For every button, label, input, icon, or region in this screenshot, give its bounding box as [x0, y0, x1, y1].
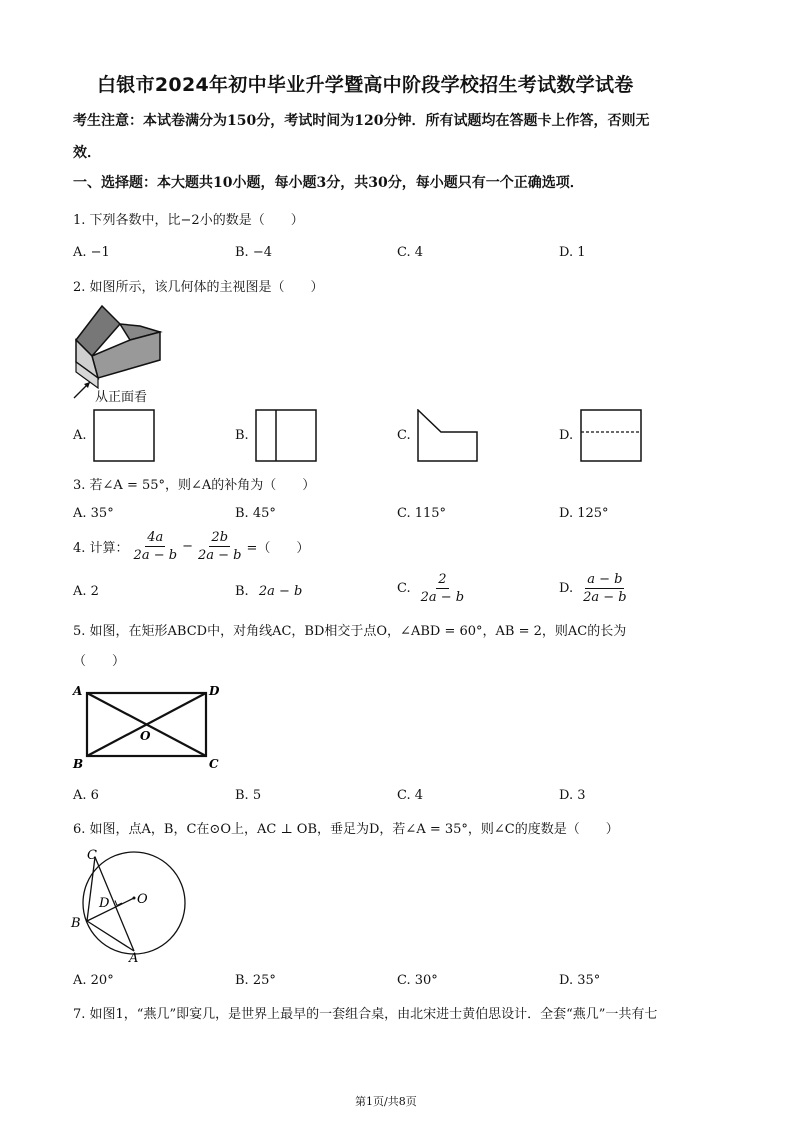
- circle-figure: [68, 845, 192, 967]
- rect-label-a: A: [73, 684, 83, 698]
- q4-option-a: A. 2: [73, 584, 99, 599]
- circle-label-c: C: [87, 848, 97, 863]
- q4-fraction-2: [196, 530, 244, 563]
- q6-option-c: C. 30°: [397, 973, 438, 988]
- q3-option-b: B. 45°: [235, 506, 276, 521]
- q2-option-d: D.: [559, 428, 574, 443]
- q5-option-b: B. 5: [235, 788, 262, 803]
- q3-option-d: D. 125°: [559, 506, 609, 521]
- q4-option-d-denominator: 2a − b: [583, 590, 627, 605]
- notice-line-1: 考生注意：本试卷满分为150分，考试时间为120分钟．所有试题均在答题卡上作答，否则无: [73, 113, 650, 129]
- q1-option-c: C. 4: [397, 245, 424, 260]
- q1-option-d: D. 1: [559, 245, 586, 260]
- q6-option-a: A. 20°: [73, 973, 114, 988]
- q4-option-b: [235, 584, 302, 599]
- q4-option-c: [397, 572, 466, 605]
- q4-option-d-fraction: [581, 572, 629, 605]
- q4-prefix: 4. 计算：: [73, 541, 129, 556]
- rect-label-b: B: [73, 757, 84, 771]
- question-7-stem: 7. 如图1，“燕几”即宴几，是世界上最早的一套组合桌，由北宋进士黄伯思设计．全套“燕几”一共有七: [73, 1007, 658, 1022]
- q4-option-c-fraction: [419, 572, 467, 605]
- view-a-figure: [93, 409, 157, 463]
- view-direction-label: 从正面看: [95, 390, 148, 405]
- q4-suffix: =（ ）: [246, 541, 310, 556]
- view-c-figure: [417, 409, 481, 463]
- question-1-stem: 1. 下列各数中，比−2小的数是（ ）: [73, 213, 304, 228]
- q6-option-b: B. 25°: [235, 973, 276, 988]
- q4-option-d: [559, 572, 629, 605]
- q4-option-b-label: B.: [235, 584, 249, 599]
- circle-label-o: O: [137, 892, 148, 907]
- page-number: 第1页/共8页: [355, 1095, 417, 1108]
- q4-option-c-denominator: 2a − b: [420, 590, 465, 605]
- question-2-stem: 2. 如图所示，该几何体的主视图是（ ）: [73, 280, 324, 295]
- q4-minus: −: [182, 539, 193, 554]
- q4-option-d-label: D.: [559, 581, 574, 596]
- q2-option-b: B.: [235, 428, 249, 443]
- circle-label-d: D: [99, 896, 110, 911]
- q4-option-c-numerator: 2: [438, 572, 447, 587]
- q4-fraction-2-numerator: 2b: [211, 530, 229, 545]
- circle-label-a: A: [129, 951, 139, 966]
- circle-label-b: B: [71, 916, 81, 931]
- q5-option-d: D. 3: [559, 788, 586, 803]
- rect-label-d: D: [209, 684, 220, 698]
- q4-option-c-label: C.: [397, 581, 411, 596]
- q1-option-b: B. −4: [235, 245, 272, 260]
- page-title: 白银市2024年初中毕业升学暨高中阶段学校招生考试数学试卷: [97, 74, 634, 96]
- rectangle-figure: [70, 682, 230, 772]
- q5-option-c: C. 4: [397, 788, 424, 803]
- question-5-stem-line-2: （ ）: [73, 654, 126, 669]
- question-5-stem-line-1: 5. 如图，在矩形ABCD中，对角线AC，BD相交于点O，∠ABD = 60°，AB = 2，则AC的长为: [73, 624, 627, 639]
- q3-option-c: C. 115°: [397, 506, 447, 521]
- notice-line-2: 效．: [73, 145, 101, 161]
- q3-option-a: A. 35°: [73, 506, 114, 521]
- question-4-stem: [73, 530, 309, 563]
- q6-option-d: D. 35°: [559, 973, 601, 988]
- view-b-figure: [255, 409, 319, 463]
- rect-label-c: C: [209, 757, 219, 771]
- q4-fraction-1-numerator: 4a: [147, 530, 164, 545]
- q2-option-a: A.: [73, 428, 87, 443]
- question-6-stem: 6. 如图，点A，B，C在⊙O上，AC ⊥ OB，垂足为D，若∠A = 35°，则∠C的度数是（ ）: [73, 822, 619, 837]
- q2-option-c: C.: [397, 428, 411, 443]
- q4-option-b-value: 2a − b: [258, 584, 303, 599]
- rect-label-o: O: [140, 729, 151, 743]
- q5-option-a: A. 6: [73, 788, 99, 803]
- question-3-stem: 3. 若∠A = 55°，则∠A的补角为（ ）: [73, 478, 316, 493]
- q4-fraction-2-denominator: 2a − b: [197, 548, 242, 563]
- section-heading: 一、选择题：本大题共10小题，每小题3分，共30分，每小题只有一个正确选项．: [73, 175, 584, 191]
- q4-fraction-1-denominator: 2a − b: [133, 548, 178, 563]
- q4-fraction-1: [132, 530, 180, 563]
- view-d-figure: [580, 409, 644, 463]
- q1-option-a: A. −1: [73, 245, 110, 260]
- q4-option-d-numerator: a − b: [587, 572, 623, 587]
